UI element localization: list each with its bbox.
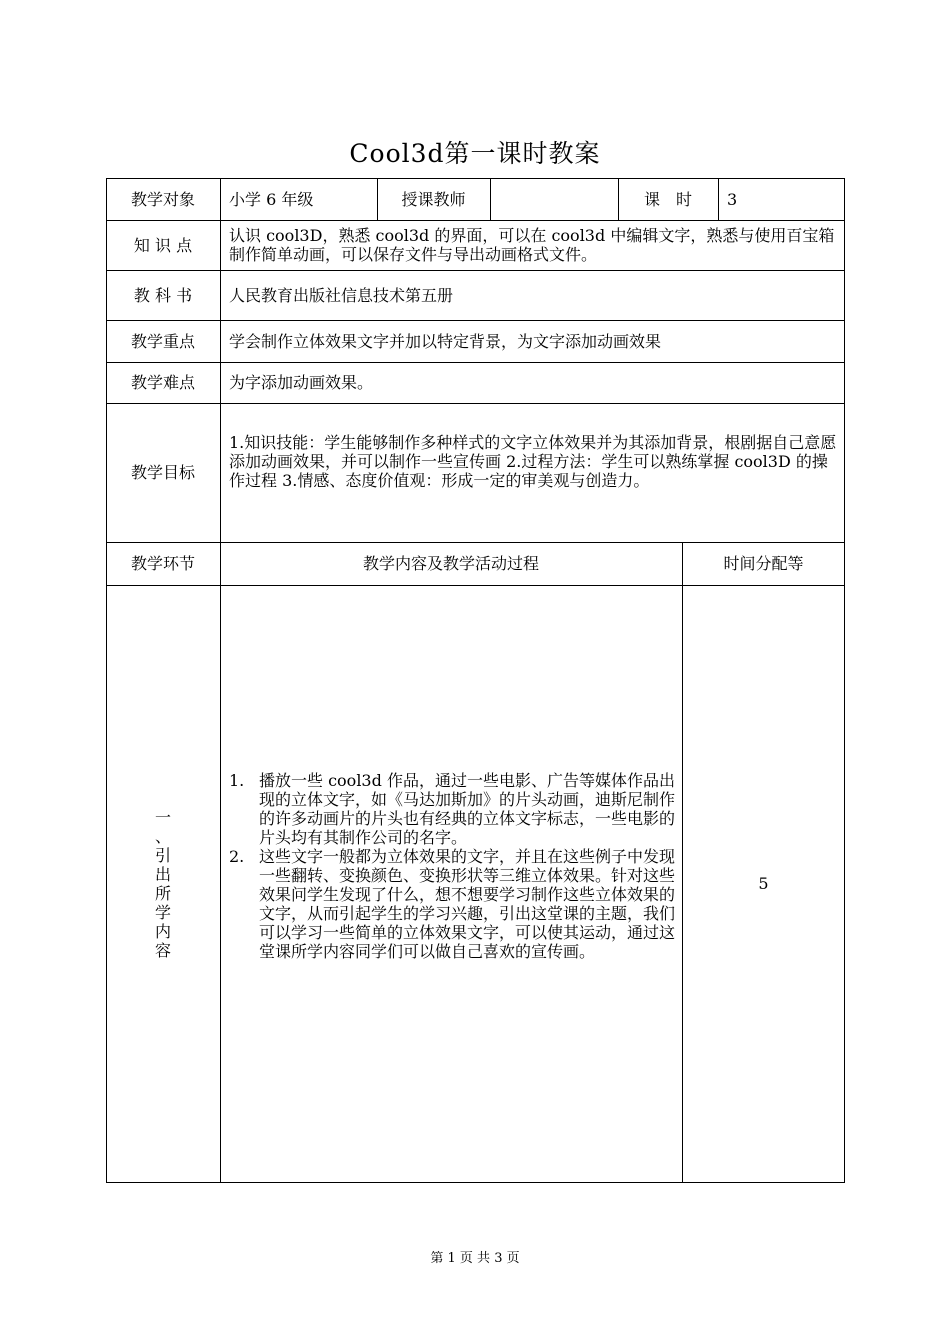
row-key-points — [106, 320, 845, 362]
teacher-value — [490, 178, 618, 220]
list-text: 这些文字一般都为立体效果的文字，并且在这些例子中发现一些翻转、变换颜色、变换形状等三维立体效果。针对这些效果问学生发现了什么，想不想要学习制作这些立体效果的文字，从而引起学生的学习兴趣，引出这堂课的主题，我们可以学习一些简单的立体效果文字，可以使其运动，通过这堂课所学内容同学们可以做自己喜欢的宣传画。 — [259, 847, 676, 961]
key-value: 学会制作立体效果文字并加以特定背景，为文字添加动画效果 — [229, 331, 662, 351]
header-content: 教学内容及教学活动过程 — [362, 554, 539, 573]
table-border — [106, 178, 845, 179]
content-cell — [220, 585, 682, 1182]
list-number: 2. — [229, 847, 245, 866]
list-number: 1. — [229, 771, 245, 790]
activity-list — [229, 771, 676, 961]
row-knowledge — [106, 220, 845, 270]
stage-char: 、 — [154, 826, 171, 846]
knowledge-label: 知 识 点 — [133, 235, 193, 255]
stage-cell — [106, 585, 220, 1182]
row-divider — [106, 362, 845, 363]
difficulty-label: 教学难点 — [130, 373, 195, 392]
goal-value: 1.知识技能：学生能够制作多种样式的文字立体效果并为其添加背景，根剧据自己意愿添加动画效果，并可以制作一些宣传画 2.过程方法：学生可以熟练掌握 cool3D 的操作过程 3.情感、态度价值观：形成一定的审美观与创造力。 — [229, 433, 837, 490]
textbook-label: 教 科 书 — [133, 285, 193, 305]
textbook-value: 人民教育出版社信息技术第五册 — [229, 285, 454, 305]
row-divider — [106, 585, 845, 586]
list-text: 播放一些 cool3d 作品，通过一些电影、广告等媒体作品出现的立体文字，如《马达加斯加》的片头动画，迪斯尼制作的许多动画片的片头也有经典的立体文字标志，一些电影的片头均有其制作公司的名字。 — [259, 771, 676, 847]
teacher-label: 授课教师 — [401, 189, 466, 209]
stage-char: 内 — [154, 921, 171, 941]
key-label: 教学重点 — [130, 331, 195, 351]
column-divider — [618, 178, 619, 220]
target-label: 教学对象 — [130, 189, 195, 209]
difficulty-value: 为字添加动画效果。 — [229, 373, 374, 392]
page-title: Cool3d第一课时教案 — [349, 139, 601, 168]
row-process-body — [106, 585, 845, 1182]
stage-char: 引 — [154, 845, 171, 865]
stage-name — [155, 808, 171, 960]
column-divider — [490, 178, 491, 220]
row-divider — [106, 320, 845, 321]
row-divider — [106, 220, 845, 221]
column-divider — [718, 178, 719, 220]
knowledge-value: 认识 cool3D，熟悉 cool3d 的界面，可以在 cool3d 中编辑文字，熟悉与使用百宝箱制作简单动画，可以保存文件与导出动画格式文件。 — [229, 226, 835, 264]
row-divider — [106, 403, 845, 404]
row-target — [106, 178, 845, 220]
column-divider — [220, 178, 221, 1182]
target-value: 小学 6 年级 — [229, 189, 314, 209]
hours-label: 课 时 — [643, 189, 692, 209]
stage-char: 出 — [154, 864, 171, 884]
column-divider — [377, 178, 378, 220]
row-divider — [106, 542, 845, 543]
row-textbook — [106, 270, 845, 320]
stage-char: 容 — [154, 940, 171, 960]
stage-char: 学 — [154, 902, 171, 922]
row-goals — [106, 403, 845, 542]
table-border — [106, 1182, 845, 1183]
header-stage: 教学环节 — [130, 554, 195, 573]
header-time: 时间分配等 — [723, 554, 804, 573]
time-value: 5 — [758, 874, 769, 893]
list-item — [229, 771, 676, 847]
row-process-header — [106, 542, 845, 585]
list-item — [229, 847, 676, 961]
column-divider — [682, 542, 683, 1182]
table-border — [106, 178, 107, 1182]
stage-char: 所 — [154, 883, 171, 903]
goal-label: 教学目标 — [130, 463, 195, 482]
hours-value: 3 — [727, 189, 738, 209]
row-difficulty — [106, 362, 845, 403]
table-border — [844, 178, 845, 1182]
page-footer: 第 1 页 共 3 页 — [430, 1251, 520, 1266]
row-divider — [106, 270, 845, 271]
stage-char: 一 — [154, 807, 171, 827]
